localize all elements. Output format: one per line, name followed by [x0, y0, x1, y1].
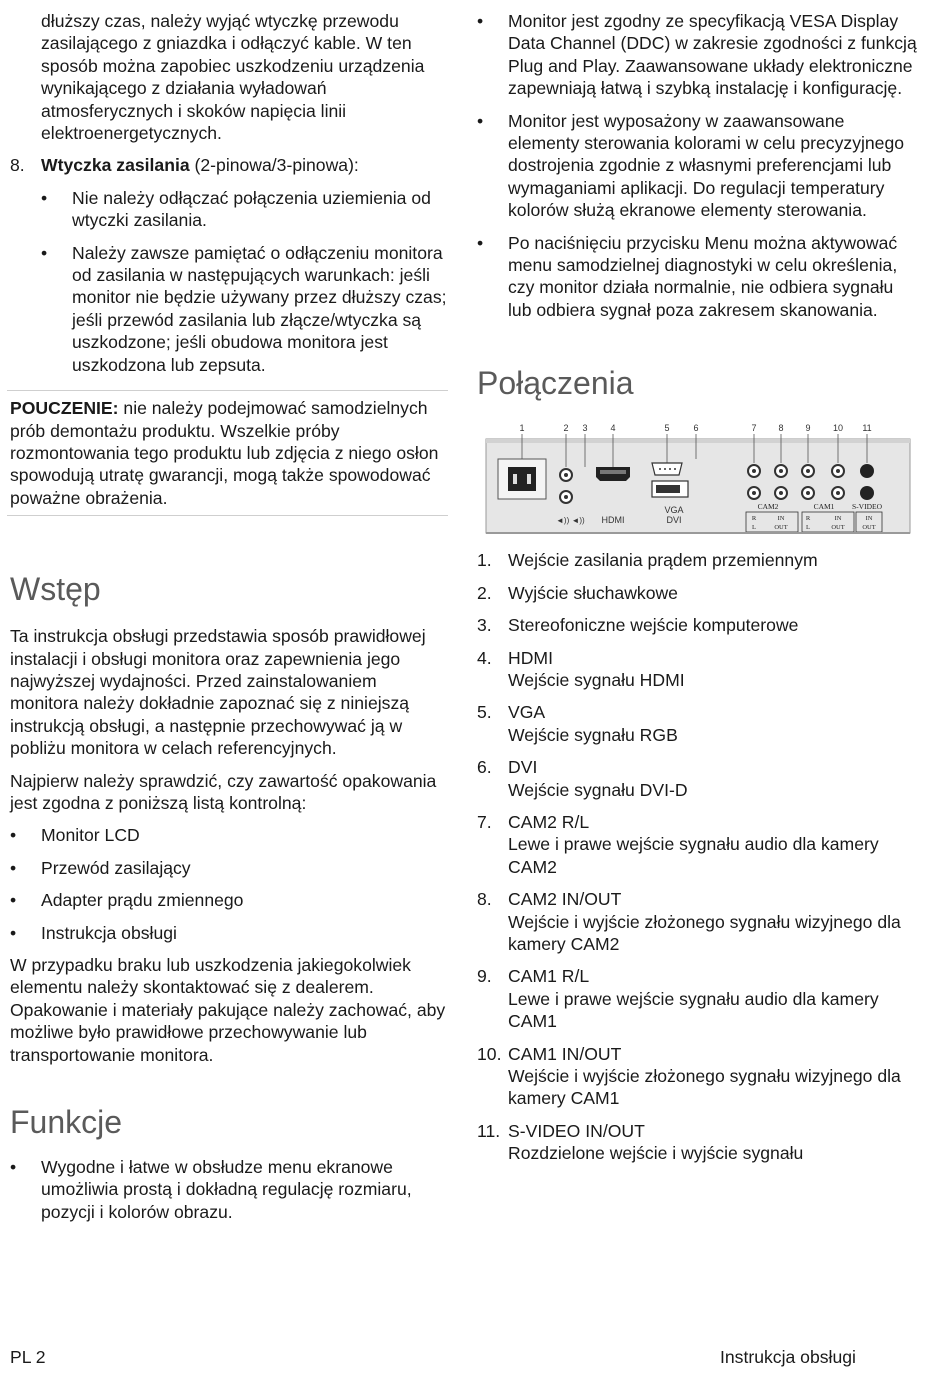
bullet-icon: • — [477, 11, 484, 31]
right-column — [477, 10, 917, 1165]
connection-description: Rozdzielone wejście i wyjście sygnału — [508, 1143, 804, 1164]
svg-text:L: L — [752, 524, 756, 532]
svg-text:IN: IN — [865, 515, 873, 523]
plug-bullets — [10, 187, 450, 376]
connection-number: 6. — [477, 757, 492, 778]
connection-description: Wejście i wyjście złożonego sygnału wizyjnego dla kamery CAM1 — [508, 1066, 901, 1109]
list-item — [10, 857, 450, 879]
connection-item — [477, 647, 917, 692]
panel-number-1: 1 — [519, 423, 525, 434]
list-item — [477, 10, 917, 100]
connection-item — [477, 888, 917, 955]
connection-title: S-VIDEO IN/OUT — [508, 1120, 645, 1141]
connection-item — [477, 756, 917, 801]
connection-number: 5. — [477, 702, 492, 723]
connection-text — [508, 888, 917, 955]
panel-number-2: 2 — [563, 423, 569, 434]
bullet-text: Wygodne i łatwe w obsłudze menu ekranowe umożliwia prostą i dokładną regulację rozmiaru, pozycji i kolorów obrazu. — [41, 1157, 412, 1222]
connection-item — [477, 549, 917, 571]
connections-heading: Połączenia — [477, 365, 634, 402]
connection-description: Wejście sygnału DVI-D — [508, 779, 688, 800]
connection-number: 8. — [477, 889, 492, 910]
connection-item — [477, 614, 917, 636]
bullet-icon: • — [10, 825, 17, 846]
list-item — [41, 242, 450, 376]
connection-title: CAM1 R/L — [508, 966, 590, 987]
connection-description: Wejście sygnału HDMI — [508, 669, 685, 690]
bullet-icon: • — [41, 242, 48, 263]
connection-title: DVI — [508, 757, 538, 778]
svg-text:R: R — [805, 515, 811, 523]
svideo-out-port-icon — [860, 486, 874, 500]
footer-title: Instrukcja obsługi — [720, 1347, 856, 1367]
connection-number: 1. — [477, 550, 492, 571]
bullet-icon: • — [10, 1157, 17, 1178]
svg-text:OUT: OUT — [774, 524, 788, 532]
left-column — [10, 10, 450, 1223]
intro-heading: Wstęp — [10, 571, 101, 608]
connection-title: HDMI — [508, 647, 553, 668]
list-item-8 — [10, 154, 450, 176]
panel-number-7: 7 — [751, 423, 757, 434]
panel-top-edge — [486, 439, 910, 443]
panel-number-6: 6 — [693, 423, 699, 434]
connections-list — [477, 549, 917, 1164]
bullet-icon: • — [10, 890, 17, 911]
warning-text: nie należy podejmować samodzielnych prób demontażu produktu. Wszelkie próby rozmontowania tego produktu lub zdjęcia z niego osłon spowodują utratę gwarancji, mogą także spowodować poważne obrażenia. — [10, 398, 439, 508]
list-item — [477, 110, 917, 222]
connection-number: 4. — [477, 647, 492, 668]
intro-paragraph-2: Najpierw należy sprawdzić, czy zawartość opakowania jest zgodna z poniższą listą kontrolną: — [10, 770, 437, 813]
svg-text:L: L — [806, 524, 810, 532]
panel-number-4: 4 — [610, 423, 616, 434]
connection-text — [508, 1043, 917, 1110]
bullet-text: Nie należy odłączać połączenia uziemienia od wtyczki zasilania. — [72, 187, 431, 231]
connection-number: 9. — [477, 966, 492, 987]
svideo-label: S-VIDEO — [852, 502, 882, 512]
connection-text — [508, 1120, 803, 1165]
panel-number-3: 3 — [582, 423, 588, 434]
connection-description: Lewe i prawe wejście sygnału audio dla kamery CAM1 — [508, 988, 879, 1032]
hdmi-label: HDMI — [601, 515, 625, 526]
features-heading: Funkcje — [10, 1104, 123, 1141]
list-item — [10, 922, 450, 944]
connection-title: Wyjście słuchawkowe — [508, 582, 678, 603]
rear-panel-figure — [484, 419, 914, 535]
connection-title: CAM2 R/L — [508, 811, 590, 832]
bullet-text: Monitor LCD — [41, 825, 140, 846]
bullet-text: Monitor jest wyposażony w zaawansowane elementy sterowania kolorami w celu precyzyjnego dostrojenia zgodnie z własnymi preferencjami lub wymaganiami aplikacji. Do regulacji temperatury kolorów służą ekranowe elementy sterowania. — [508, 110, 905, 221]
connection-text — [508, 756, 688, 801]
bullet-icon: • — [477, 110, 484, 131]
bullet-text: Należy zawsze pamiętać o odłączeniu monitora od zasilania w następujących warunkach: jeśli monitor nie będzie używany przez dłuższy czas; jeśli przewód zasilania lub złącze/wtyczka są uszkodzone; jeśli obudowa monitora jest uszkodzona lub zepsuta. — [72, 242, 447, 375]
footer-page-number: PL 2 — [10, 1347, 46, 1367]
panel-number-9: 9 — [805, 423, 811, 434]
list-item — [41, 187, 450, 232]
connection-text — [508, 965, 917, 1032]
warning-box — [7, 390, 448, 516]
connection-title: VGA — [508, 702, 546, 723]
panel-body — [486, 439, 910, 533]
connection-text — [508, 811, 917, 878]
connection-title: Wejście zasilania prądem przemiennym — [508, 550, 818, 571]
list-item — [10, 824, 450, 846]
connection-number: 10. — [477, 1043, 502, 1064]
svg-text:OUT: OUT — [831, 524, 845, 532]
bullet-text: Monitor jest zgodny ze specyfikacją VESA Display Data Channel (DDC) w zakresie zgodności z funkcją Plug and Play. Zaawansowane układy elektroniczne zapewniają łatwą i szybką instalację i konfigurację. — [508, 11, 917, 99]
features-bullets-left — [10, 1156, 450, 1223]
svg-text:IN: IN — [777, 515, 785, 523]
vga-label: VGA — [664, 505, 684, 516]
vga-port-icon — [652, 463, 682, 475]
bullet-text: Po naciśnięciu przycisku Menu można aktywować menu samodzielnej diagnostyki w celu określenia, czy monitor działa normalnie, nie odbiera sygnału lub odbiera sygnał poza zakresem skanowania. — [508, 232, 898, 320]
features-bullets-right — [477, 10, 917, 321]
connection-text — [508, 701, 678, 746]
rear-panel-illustration — [484, 419, 914, 535]
bullet-text: Adapter prądu zmiennego — [41, 890, 244, 911]
svg-text:R: R — [751, 515, 757, 523]
connection-item — [477, 811, 917, 878]
connection-item — [477, 582, 917, 604]
bullet-text: Instrukcja obsługi — [41, 922, 177, 943]
panel-number-5: 5 — [664, 423, 670, 434]
warning-label: POUCZENIE: — [10, 398, 119, 419]
connection-number: 7. — [477, 811, 492, 832]
panel-number-8: 8 — [778, 423, 784, 434]
svideo-in-port-icon — [860, 464, 874, 478]
bullet-icon: • — [41, 187, 48, 208]
cam1-label: CAM1 — [813, 502, 835, 512]
connection-number: 3. — [477, 615, 492, 636]
connection-item — [477, 701, 917, 746]
connection-title: CAM2 IN/OUT — [508, 889, 622, 910]
item-number: 8. — [10, 155, 25, 176]
svg-text:OUT: OUT — [862, 524, 876, 532]
svg-text:IN: IN — [834, 515, 842, 523]
connection-description: Wejście i wyjście złożonego sygnału wizyjnego dla kamery CAM2 — [508, 911, 901, 954]
panel-number-11: 11 — [862, 423, 872, 434]
connection-item — [477, 1043, 917, 1110]
item-title — [41, 154, 359, 176]
connection-item — [477, 1120, 917, 1165]
connection-text — [508, 647, 685, 692]
intro-paragraph-3: W przypadku braku lub uszkodzenia jakiegokolwiek elementu należy skontaktować się z dealerem. Opakowanie i materiały pakujące należy zachować, aby możliwe było prawidłowe przechowywanie lub transportowanie monitora. — [10, 955, 446, 1065]
list-item — [10, 889, 450, 911]
connection-item — [477, 965, 917, 1032]
connection-number: 2. — [477, 582, 492, 603]
connection-text — [508, 582, 678, 604]
list-item — [477, 232, 917, 322]
connection-description: Lewe i prawe wejście sygnału audio dla kamery CAM2 — [508, 834, 879, 877]
connection-title: CAM1 IN/OUT — [508, 1043, 622, 1064]
continued-paragraph: dłuższy czas, należy wyjąć wtyczkę przewodu zasilającego z gniazdka i odłączyć kable. W ten sposób można zapobiec uszkodzeniu urządzenia wynikającego z działania wyładowań atmosferycznych i skoków napięcia linii elektroenergetycznych. — [41, 11, 425, 144]
audio-symbols: ◄)) ◄)) — [556, 516, 585, 526]
bullet-icon: • — [477, 232, 484, 253]
panel-number-10: 10 — [832, 423, 844, 434]
power-socket-inner — [508, 467, 536, 491]
checklist — [10, 824, 450, 944]
bullet-text: Przewód zasilający — [41, 857, 191, 878]
bullet-icon: • — [10, 922, 17, 943]
list-item — [10, 1156, 450, 1223]
connection-text — [508, 614, 798, 636]
connection-text — [508, 549, 818, 571]
connection-title: Stereofoniczne wejście komputerowe — [508, 615, 799, 636]
connection-description: Wejście sygnału RGB — [508, 724, 678, 745]
cam2-label: CAM2 — [757, 502, 779, 512]
bullet-icon: • — [10, 857, 17, 878]
item-title-rest: (2-pinowa/3-pinowa): — [189, 155, 359, 176]
intro-paragraph-1: Ta instrukcja obsługi przedstawia sposób prawidłowej instalacji i obsługi monitora oraz zapewnienia jego najwyższej wydajności. Przed zainstalowaniem monitora należy dokładnie zapoznać się z niniejszą instrukcją obsługi, a następnie przechowywać ją w pobliżu monitora w celach referencyjnych. — [10, 626, 426, 759]
connection-number: 11. — [477, 1120, 501, 1141]
item-title-bold: Wtyczka zasilania — [41, 155, 190, 176]
dvi-label: DVI — [666, 515, 682, 526]
